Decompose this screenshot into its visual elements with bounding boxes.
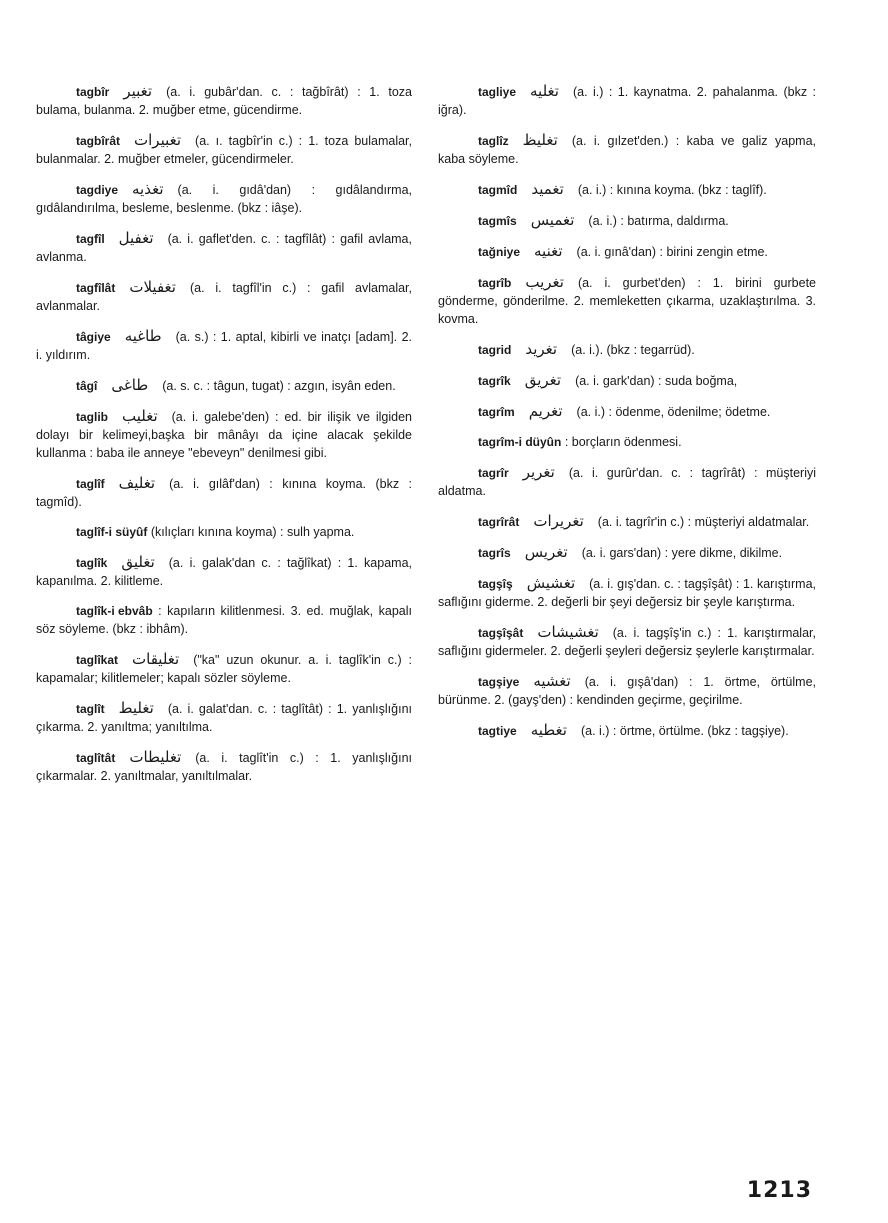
dictionary-entry (438, 131, 816, 168)
arabic-script: تغريرات (533, 512, 584, 530)
definition: (a. s. c. : tâgun, tugat) : azgın, isyân eden. (162, 379, 396, 393)
headword: tagmîd (478, 183, 518, 197)
dictionary-entry (36, 327, 412, 364)
definition: (a. i. gınâ'dan) : birini zengin etme. (576, 245, 768, 259)
arabic-script: تغليطات (129, 748, 182, 766)
headword: tagliye (478, 85, 517, 99)
headword: taglît (76, 702, 105, 716)
arabic-script: تغليقات (132, 650, 180, 668)
dictionary-entry (438, 211, 816, 230)
dictionary-entry (36, 82, 412, 119)
arabic-script: تغريس (524, 543, 568, 561)
arabic-script: تغميس (530, 211, 575, 229)
definition: (a. ı. tagbîr'in c.) : 1. toza bulamalar, bulanmalar. 2. muğber etmeler, gücendirmeler. (36, 134, 412, 166)
headword: taglîf (76, 477, 105, 491)
arabic-script: تغبير (123, 82, 153, 100)
arabic-script: تغليظ (522, 131, 558, 149)
definition: (a. i. gars'dan) : yere dikme, dikilme. (581, 546, 783, 560)
arabic-script: تغليق (121, 553, 155, 571)
dictionary-entry (438, 672, 816, 709)
headword: tagrîm (478, 405, 515, 419)
dictionary-entry (36, 553, 412, 590)
headword: tagrîrât (478, 515, 520, 529)
arabic-script: تغنيه (534, 242, 563, 260)
definition: (kılıçları kınına koyma) : sulh yapma. (150, 525, 355, 539)
dictionary-entry (36, 131, 412, 168)
headword: tagbîrât (76, 134, 121, 148)
headword: taglîf-i süyûf (76, 525, 148, 539)
headword: taglîkat (76, 653, 119, 667)
headword: tagfîlât (76, 281, 116, 295)
definition: (a. i. tagrîr'in c.) : müşteriyi aldatmalar. (597, 515, 810, 529)
definition: (a. i. galat'dan. c. : taglîtât) : 1. yanlışlığını çıkarma. 2. yanıltma; yanıltılma. (36, 702, 412, 734)
dictionary-entry (438, 543, 816, 562)
dictionary-entry (36, 407, 412, 462)
headword: tagşîşât (478, 626, 524, 640)
headword: taglîtât (76, 751, 116, 765)
headword: tağniye (478, 245, 521, 259)
definition: ("ka" uzun okunur. a. i. taglîk'in c.) : kapamalar; kilitlemeler; kapalı sözler söyleme. (36, 653, 412, 685)
definition: (a. i. gark'dan) : suda boğma, (575, 374, 738, 388)
definition: (a. i.) : batırma, daldırma. (588, 214, 729, 228)
left-column (36, 82, 412, 797)
arabic-script: تغليب (122, 407, 158, 425)
headword: tâgî (76, 379, 98, 393)
right-column (438, 82, 816, 752)
dictionary-entry (36, 602, 412, 638)
arabic-script: تغريق (524, 371, 562, 389)
arabic-script: طاغى (111, 376, 149, 394)
definition: (a. i.) : örtme, örtülme. (bkz : tagşiye). (580, 724, 789, 738)
dictionary-entry (438, 433, 816, 451)
headword: taglîk-i ebvâb (76, 604, 153, 618)
definition: (a. i.) : ödenme, ödenilme; ödetme. (576, 405, 771, 419)
headword: tagrîs (478, 546, 511, 560)
arabic-script: تغذيه (132, 180, 164, 198)
definition: (a. i.) : kınına koyma. (bkz : taglîf). (577, 183, 767, 197)
definition: (a. i. gışâ'dan) : 1. örtme, örtülme, bürünme. 2. (gayş'den) : kendinden geçirme, geçirilme. (438, 675, 816, 707)
definition: (a. i. gubâr'dan. c. : tağbîrât) : 1. toza bulama, bulanma. 2. muğber etme, gücendirme. (36, 85, 412, 117)
definition: (a. i. gurûr'dan. c. : tagrîrât) : müşteriyi aldatma. (438, 466, 816, 498)
definition: (a. i.). (bkz : tegarrüd). (571, 343, 695, 357)
definition: (a. i. gıdâ'dan) : gıdâlandırma, gıdâlandırılma, besleme, beslenme. (bkz : iâşe). (36, 183, 412, 215)
definition: (a. i. galak'dan c. : tağlîkat) : 1. kapama, kapanılma. 2. kilitleme. (36, 556, 412, 588)
headword: tagrîm-i düyûn (478, 435, 562, 449)
definition: (a. i. tagfîl'in c.) : gafil avlamalar, avlanmalar. (36, 281, 412, 313)
arabic-script: تغفيلات (129, 278, 176, 296)
dictionary-entry (36, 523, 412, 541)
dictionary-entry (438, 623, 816, 660)
arabic-script: تغريد (525, 340, 558, 358)
headword: tagrîb (478, 276, 512, 290)
arabic-script: تغريب (525, 273, 564, 291)
dictionary-entry (438, 371, 816, 390)
definition: (a. i. tagşîş'in c.) : 1. karıştırmalar, saflığını gidermeler. 2. değerli şeyleri değersiz şeylerle karıştırmalar. (438, 626, 816, 658)
arabic-script: تغفيل (118, 229, 154, 247)
arabic-script: تغشيش (526, 574, 576, 592)
dictionary-entry (36, 278, 412, 315)
dictionary-entry (438, 574, 816, 611)
definition: (a. s.) : 1. aptal, kibirli ve inatçı [adam]. 2. i. yıldırım. (36, 330, 412, 362)
definition: : borçların ödenmesi. (564, 435, 682, 449)
headword: tagfîl (76, 232, 105, 246)
dictionary-entry (438, 82, 816, 119)
dictionary-entry (36, 180, 412, 217)
arabic-script: تغليف (118, 474, 156, 492)
definition: (a. i. taglît'in c.) : 1. yanlışlığını çıkarmalar. 2. yanıltmalar, yanıltılmalar. (36, 751, 412, 783)
arabic-script: تغميد (531, 180, 564, 198)
dictionary-entry (438, 512, 816, 531)
arabic-script: طاغيه (124, 327, 162, 345)
headword: tagmîs (478, 214, 517, 228)
definition: (a. i. galebe'den) : ed. bir ilişik ve ilgiden dolayı bir kelimeyi,başka bir mânâyı da içine alacak şekilde kullanma : baba ile anneye "ebeveyn" denilmesi gibi. (36, 410, 412, 460)
dictionary-entry (36, 650, 412, 687)
page-number: 1213 (746, 1178, 812, 1203)
dictionary-entry (438, 463, 816, 500)
definition: (a. i. gurbet'den) : 1. birini gurbete gönderme, gönderilme. 2. memleketten çıkarma, uzaklaştırılma. 3. kovma. (438, 276, 816, 326)
dictionary-entry (438, 180, 816, 199)
arabic-script: تغليط (118, 699, 154, 717)
dictionary-entry (438, 340, 816, 359)
arabic-script: تغريم (528, 402, 563, 420)
headword: tagrîr (478, 466, 509, 480)
definition: (a. i. gış'dan. c. : tagşîşât) : 1. karıştırma, saflığını giderme. 2. değerli bir şeyi değersiz bir şeyle karıştırma. (438, 577, 816, 609)
definition: (a. i.) : 1. kaynatma. 2. pahalanma. (bkz : iğra). (438, 85, 816, 117)
dictionary-entry (438, 402, 816, 421)
dictionary-entry (438, 242, 816, 261)
arabic-script: تغشيشات (537, 623, 599, 641)
dictionary-entry (36, 376, 412, 395)
definition: : kapıların kilitlenmesi. 3. ed. muğlak, kapalı söz söyleme. (bkz : ibhâm). (36, 604, 412, 636)
headword: taglîk (76, 556, 108, 570)
headword: tagdiye (76, 183, 119, 197)
headword: tagbîr (76, 85, 110, 99)
dictionary-entry (36, 229, 412, 266)
headword: tagtiye (478, 724, 517, 738)
headword: tagşiye (478, 675, 520, 689)
headword: tâgiye (76, 330, 111, 344)
headword: tagrid (478, 343, 512, 357)
arabic-script: تغليه (530, 82, 559, 100)
arabic-script: تغشيه (533, 672, 571, 690)
definition: (a. i. gılâf'dan) : kınına koyma. (bkz : tagmîd). (36, 477, 412, 509)
definition: (a. i. gaflet'den. c. : tagfîlât) : gafil avlama, avlanma. (36, 232, 412, 264)
headword: tagrîk (478, 374, 511, 388)
headword: tagşîş (478, 577, 513, 591)
arabic-script: تغطيه (530, 721, 567, 739)
headword: taglîz (478, 134, 509, 148)
dictionary-entry (36, 474, 412, 511)
arabic-script: تغرير (522, 463, 555, 481)
arabic-script: تغبيرات (134, 131, 182, 149)
dictionary-entry (438, 721, 816, 740)
dictionary-entry (438, 273, 816, 328)
dictionary-entry (36, 748, 412, 785)
definition: (a. i. gılzet'den.) : kaba ve galiz yapma, kaba söyleme. (438, 134, 816, 166)
dictionary-entry (36, 699, 412, 736)
headword: taglib (76, 410, 108, 424)
